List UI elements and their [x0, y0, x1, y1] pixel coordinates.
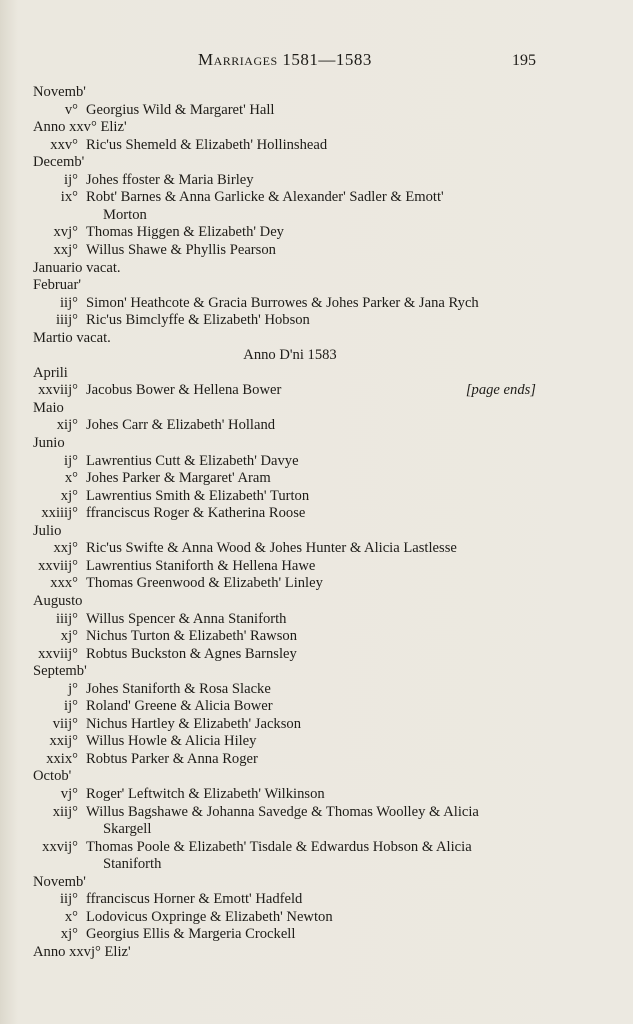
month-heading: Augusto	[33, 592, 83, 609]
entry-day: iiij°	[55, 610, 78, 627]
register-line	[0, 557, 633, 575]
register-line	[0, 153, 633, 171]
register-line	[0, 803, 633, 821]
entry-names: Thomas Poole & Elizabeth' Tisdale & Edwardus Hobson & Alicia	[86, 838, 472, 855]
entry-day: xj°	[60, 628, 78, 645]
entry-day: xj°	[60, 926, 78, 943]
register-line	[0, 574, 633, 592]
register-line	[0, 610, 633, 628]
month-heading: Novemb'	[33, 84, 86, 100]
entry-day: x°	[64, 470, 78, 487]
entry-names: Willus Bagshawe & Johanna Savedge & Thomas Woolley & Alicia	[86, 803, 479, 820]
entry-names: Willus Howle & Alicia Hiley	[86, 733, 257, 750]
register-line	[0, 785, 633, 803]
entry-continuation: Staniforth	[103, 856, 162, 873]
month-heading: Maio	[33, 399, 64, 416]
register-line	[0, 873, 633, 891]
month-heading: Decemb'	[33, 154, 85, 171]
register-line	[0, 592, 633, 610]
month-heading: Martio vacat.	[33, 329, 111, 346]
year-heading: Anno D'ni 1583	[243, 347, 337, 364]
register-line	[0, 522, 633, 540]
entry-day: xij°	[56, 417, 78, 434]
month-heading: Aprili	[33, 364, 68, 381]
entry-day: xiij°	[52, 803, 78, 820]
entry-names: Lodovicus Oxpringe & Elizabeth' Newton	[86, 908, 333, 925]
entry-names: Roland' Greene & Alicia Bower	[86, 698, 273, 715]
register-line	[0, 399, 633, 417]
entry-day: ij°	[64, 698, 78, 715]
month-heading: Septemb'	[33, 663, 87, 680]
register-line	[0, 118, 633, 136]
entry-names: Georgius Ellis & Margeria Crockell	[86, 926, 296, 943]
entry-names: Nichus Turton & Elizabeth' Rawson	[86, 628, 297, 645]
register-line	[0, 487, 633, 505]
entry-day: xxvij°	[42, 838, 78, 855]
month-heading: Octob'	[33, 768, 72, 785]
register-line	[0, 855, 633, 873]
register-line	[0, 416, 633, 434]
entry-names: Johes Parker & Margaret' Aram	[86, 470, 271, 487]
register-line	[0, 276, 633, 294]
month-heading: Novemb'	[33, 873, 86, 890]
entry-day: xxij°	[49, 733, 78, 750]
month-heading: Anno xxvj° Eliz'	[33, 943, 131, 960]
entry-day: xxix°	[46, 750, 78, 767]
register-line	[0, 890, 633, 908]
register-line	[0, 838, 633, 856]
register-line	[0, 943, 633, 961]
entry-day: xvj°	[53, 224, 78, 241]
entry-day: x°	[64, 908, 78, 925]
entry-names: Willus Spencer & Anna Staniforth	[86, 610, 287, 627]
register-line	[0, 171, 633, 189]
register-line	[0, 925, 633, 943]
register-line	[0, 364, 633, 382]
entry-day: ij°	[64, 452, 78, 469]
entry-day: xxviij°	[38, 645, 78, 662]
entry-names: ffranciscus Horner & Emott' Hadfeld	[86, 891, 303, 908]
entry-names: Robt' Barnes & Anna Garlicke & Alexander' Sadler & Emott'	[86, 189, 444, 206]
register-line	[0, 206, 633, 224]
register-line	[0, 223, 633, 241]
register-line	[0, 645, 633, 663]
entry-day: xxv°	[50, 136, 78, 153]
entry-names: Roger' Leftwitch & Elizabeth' Wilkinson	[86, 786, 325, 802]
register-line	[0, 504, 633, 522]
register-line	[0, 294, 633, 312]
month-heading: Februar'	[33, 277, 82, 294]
register-line	[0, 452, 633, 470]
header-title: Marriages 1581—1583	[198, 50, 372, 69]
entry-names: Johes ffoster & Maria Birley	[86, 171, 254, 188]
entry-names: Georgius Wild & Margaret' Hall	[86, 101, 275, 118]
register-line	[0, 136, 633, 154]
register-line	[0, 241, 633, 259]
entry-continuation: Skargell	[103, 821, 152, 838]
entry-names: Ric'us Bimclyffe & Elizabeth' Hobson	[86, 312, 310, 329]
register-line	[0, 750, 633, 768]
entry-names: Willus Shawe & Phyllis Pearson	[86, 241, 276, 258]
register-line	[0, 697, 633, 715]
entry-day: iij°	[60, 891, 78, 908]
entry-day: xxiiij°	[41, 505, 78, 522]
register-line	[0, 715, 633, 733]
entry-names: Simon' Heathcote & Gracia Burrowes & Johes Parker & Jana Rych	[86, 294, 479, 311]
entry-day: j°	[68, 680, 78, 697]
entry-day: xxj°	[53, 540, 78, 557]
register-line	[0, 259, 633, 277]
entry-day: xxx°	[50, 575, 78, 592]
register-line	[0, 662, 633, 680]
entry-names: Robtus Parker & Anna Roger	[86, 750, 258, 767]
register-line	[0, 680, 633, 698]
entry-continuation: Morton	[103, 206, 147, 223]
entry-day: ij°	[64, 171, 78, 188]
entry-day: iiij°	[55, 312, 78, 329]
register-line	[0, 732, 633, 750]
entry-names: Thomas Greenwood & Elizabeth' Linley	[86, 575, 323, 592]
register-line	[0, 329, 633, 347]
entry-names: Lawrentius Smith & Elizabeth' Turton	[86, 487, 310, 504]
register-line	[0, 539, 633, 557]
entry-day: v°	[64, 101, 78, 118]
register-line	[0, 188, 633, 206]
register-line	[0, 767, 633, 785]
entry-names: Ric'us Shemeld & Elizabeth' Hollinshead	[86, 136, 328, 153]
register-line	[0, 346, 633, 364]
entry-day: xj°	[60, 487, 78, 504]
register-line	[0, 820, 633, 838]
entry-day: xxviij°	[38, 382, 78, 399]
month-heading: Januario vacat.	[33, 259, 121, 276]
entry-day: ix°	[60, 189, 78, 206]
register-line	[0, 311, 633, 329]
entry-day: vj°	[60, 786, 78, 802]
entry-day: xxj°	[53, 241, 78, 258]
register-line	[0, 83, 633, 101]
month-heading: Junio	[33, 435, 65, 451]
entry-names: Ric'us Swifte & Anna Wood & Johes Hunter & Alicia Lastlesse	[86, 540, 457, 557]
page-ends-note: [page ends]	[465, 382, 536, 399]
entry-names: Nichus Hartley & Elizabeth' Jackson	[86, 715, 301, 732]
entry-names: Jacobus Bower & Hellena Bower	[86, 382, 282, 399]
entry-names: Lawrentius Staniforth & Hellena Hawe	[86, 557, 316, 574]
register-line	[0, 627, 633, 645]
entry-day: iij°	[60, 294, 78, 311]
register-line	[0, 101, 633, 119]
month-heading: Anno xxv° Eliz'	[33, 119, 127, 136]
entry-day: xxviij°	[38, 557, 78, 574]
entry-names: Johes Staniforth & Rosa Slacke	[86, 680, 271, 697]
month-heading: Julio	[33, 522, 62, 539]
register-line	[0, 434, 633, 452]
page-number: 195	[512, 52, 536, 69]
entry-names: Thomas Higgen & Elizabeth' Dey	[86, 224, 284, 241]
register-line	[0, 908, 633, 926]
entry-names: Johes Carr & Elizabeth' Holland	[86, 417, 276, 434]
entry-names: Robtus Buckston & Agnes Barnsley	[86, 645, 297, 662]
register-line	[0, 381, 633, 399]
entry-names: ffranciscus Roger & Katherina Roose	[86, 505, 306, 522]
running-header	[0, 50, 633, 74]
entry-names: Lawrentius Cutt & Elizabeth' Davye	[86, 452, 299, 469]
entry-day: viij°	[52, 715, 78, 732]
register-line	[0, 469, 633, 487]
